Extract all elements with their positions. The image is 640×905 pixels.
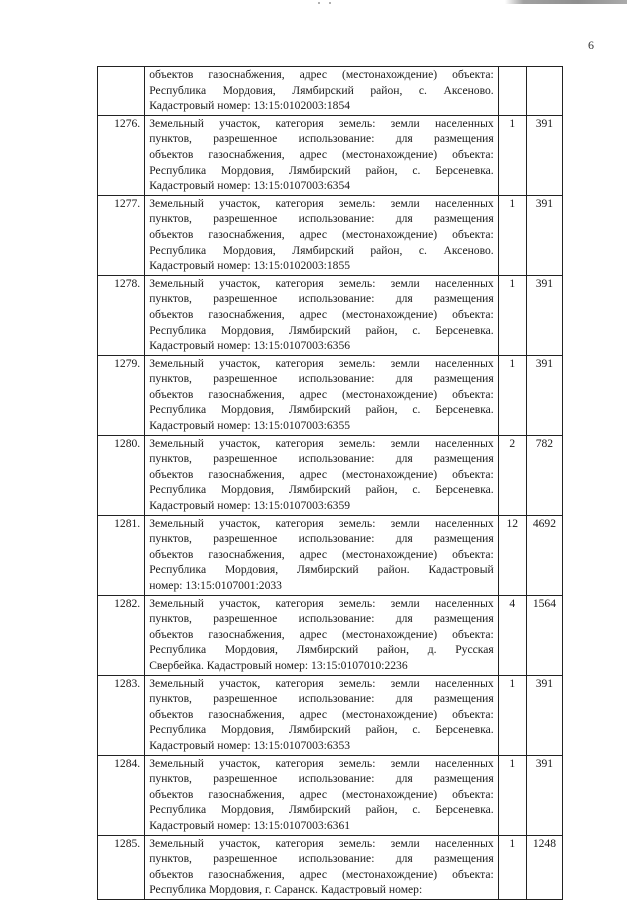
table-row <box>98 515 563 595</box>
row-area: 391 <box>526 755 562 835</box>
row-quantity: 2 <box>498 435 526 515</box>
description-line: Свербейка. Кадастровый номер: 13:15:0107010:2236 <box>149 658 408 672</box>
row-area: 782 <box>526 435 562 515</box>
row-area: 391 <box>526 195 562 275</box>
description-line: Республика Мордовия, Лямбирский район, д. Русская <box>149 643 494 657</box>
description-line: пунктов, разрешенное использование: для размещения <box>149 372 494 386</box>
row-description <box>145 835 499 899</box>
description-line: пунктов, разрешенное использование: для размещения <box>149 772 494 786</box>
row-area: 1564 <box>526 595 562 675</box>
row-number: 1281. <box>98 515 145 595</box>
description-line: объектов газоснабжения, адрес (местонахождение) объекта: <box>149 68 494 81</box>
description-line: объектов газоснабжения, адрес (местонахождение) объекта: <box>149 547 494 561</box>
scan-artifact <box>505 0 627 4</box>
description-line: Земельный участок, категория земель: земли населенных <box>149 516 494 530</box>
table-row <box>98 355 563 435</box>
row-description <box>145 275 499 355</box>
description-line: Республика Мордовия, Лямбирский район, с. Берсеневка. <box>149 483 494 497</box>
row-area <box>526 67 562 116</box>
description-line: объектов газоснабжения, адрес (местонахождение) объекта: <box>149 227 494 241</box>
row-quantity: 4 <box>498 595 526 675</box>
row-description <box>145 67 499 116</box>
description-line: Республика Мордовия, Лямбирский район, с. Берсеневка. <box>149 803 494 817</box>
table-row <box>98 435 563 515</box>
description-line: Земельный участок, категория земель: земли населенных <box>149 116 494 130</box>
row-number: 1276. <box>98 115 145 195</box>
row-number: 1279. <box>98 355 145 435</box>
row-description <box>145 355 499 435</box>
table-row <box>98 835 563 899</box>
table-row <box>98 595 563 675</box>
description-line: номер: 13:15:0107001:2033 <box>149 579 282 592</box>
land-plot-registry-table <box>97 66 563 900</box>
row-quantity <box>498 67 526 116</box>
row-quantity: 1 <box>498 835 526 899</box>
row-area: 391 <box>526 275 562 355</box>
description-line: Земельный участок, категория земель: земли населенных <box>149 596 494 610</box>
row-quantity: 1 <box>498 115 526 195</box>
description-line: Земельный участок, категория земель: земли населенных <box>149 196 494 210</box>
description-line: объектов газоснабжения, адрес (местонахождение) объекта: <box>149 147 494 161</box>
description-line: Республика Мордовия, г. Саранск. Кадастровый номер: <box>149 883 423 897</box>
row-quantity: 1 <box>498 275 526 355</box>
row-description <box>145 515 499 595</box>
description-line: пунктов, разрешенное использование: для размещения <box>149 132 494 146</box>
row-number: 1284. <box>98 755 145 835</box>
row-number: 1285. <box>98 835 145 899</box>
description-line: Кадастровый номер: 13:15:0107003:6359 <box>149 499 351 513</box>
description-line: Земельный участок, категория земель: земли населенных <box>149 756 494 770</box>
description-line: Республика Мордовия, Лямбирский район. Кадастровый <box>149 563 494 577</box>
description-line: Республика Мордовия, Лямбирский район, с. Берсеневка. <box>149 723 494 737</box>
description-line: Кадастровый номер: 13:15:0107003:6355 <box>149 419 351 433</box>
row-quantity: 1 <box>498 355 526 435</box>
description-line: объектов газоснабжения, адрес (местонахождение) объекта: <box>149 387 494 401</box>
row-quantity: 12 <box>498 515 526 595</box>
description-line: пунктов, разрешенное использование: для размещения <box>149 532 494 546</box>
row-description <box>145 195 499 275</box>
row-quantity: 1 <box>498 755 526 835</box>
row-description <box>145 755 499 835</box>
description-line: объектов газоснабжения, адрес (местонахождение) объекта: <box>149 467 494 481</box>
description-line: Кадастровый номер: 13:15:0102003:1854 <box>149 99 351 113</box>
row-number <box>98 67 145 116</box>
row-number: 1283. <box>98 675 145 755</box>
page-number: 6 <box>588 38 594 52</box>
description-line: Земельный участок, категория земель: земли населенных <box>149 276 494 290</box>
description-line: Кадастровый номер: 13:15:0107003:6356 <box>149 339 351 353</box>
row-description <box>145 675 499 755</box>
table-row <box>98 275 563 355</box>
scan-speck <box>329 2 331 4</box>
description-line: Республика Мордовия, Лямбирский район, с. Берсеневка. <box>149 163 494 177</box>
row-description <box>145 435 499 515</box>
description-line: пунктов, разрешенное использование: для размещения <box>149 212 494 226</box>
row-area: 1248 <box>526 835 562 899</box>
row-area: 391 <box>526 355 562 435</box>
row-number: 1280. <box>98 435 145 515</box>
description-line: Земельный участок, категория земель: земли населенных <box>149 676 494 690</box>
description-line: Кадастровый номер: 13:15:0102003:1855 <box>149 259 351 273</box>
description-line: объектов газоснабжения, адрес (местонахождение) объекта: <box>149 867 494 881</box>
description-line: Кадастровый номер: 13:15:0107003:6353 <box>149 738 351 752</box>
description-line: Кадастровый номер: 13:15:0107003:6354 <box>149 179 351 193</box>
table-row-continuation <box>98 67 563 116</box>
description-line: Республика Мордовия, Лямбирский район, с. Аксеново. <box>149 243 494 257</box>
description-line: пунктов, разрешенное использование: для размещения <box>149 852 494 866</box>
description-line: Республика Мордовия, Лямбирский район, с. Берсеневка. <box>149 323 494 337</box>
row-number: 1282. <box>98 595 145 675</box>
description-line: Земельный участок, категория земель: земли населенных <box>149 436 494 450</box>
table-row <box>98 755 563 835</box>
description-line: пунктов, разрешенное использование: для размещения <box>149 692 494 706</box>
description-line: объектов газоснабжения, адрес (местонахождение) объекта: <box>149 307 494 321</box>
description-line: Земельный участок, категория земель: земли населенных <box>149 836 494 850</box>
row-quantity: 1 <box>498 675 526 755</box>
description-line: пунктов, разрешенное использование: для размещения <box>149 612 494 626</box>
row-number: 1278. <box>98 275 145 355</box>
row-area: 391 <box>526 115 562 195</box>
description-line: Республика Мордовия, Лямбирский район, с. Аксеново. <box>149 83 494 97</box>
row-area: 4692 <box>526 515 562 595</box>
description-line: Кадастровый номер: 13:15:0107003:6361 <box>149 818 351 832</box>
row-area: 391 <box>526 675 562 755</box>
row-number: 1277. <box>98 195 145 275</box>
description-line: пунктов, разрешенное использование: для размещения <box>149 292 494 306</box>
table-row <box>98 195 563 275</box>
scan-speck <box>318 2 320 4</box>
row-description <box>145 115 499 195</box>
registry-rows <box>98 67 563 900</box>
table-row <box>98 675 563 755</box>
row-quantity: 1 <box>498 195 526 275</box>
description-line: объектов газоснабжения, адрес (местонахождение) объекта: <box>149 787 494 801</box>
description-line: объектов газоснабжения, адрес (местонахождение) объекта: <box>149 707 494 721</box>
description-line: Земельный участок, категория земель: земли населенных <box>149 356 494 370</box>
row-description <box>145 595 499 675</box>
description-line: объектов газоснабжения, адрес (местонахождение) объекта: <box>149 627 494 641</box>
description-line: пунктов, разрешенное использование: для размещения <box>149 452 494 466</box>
table-row <box>98 115 563 195</box>
description-line: Республика Мордовия, Лямбирский район, с. Берсеневка. <box>149 403 494 417</box>
